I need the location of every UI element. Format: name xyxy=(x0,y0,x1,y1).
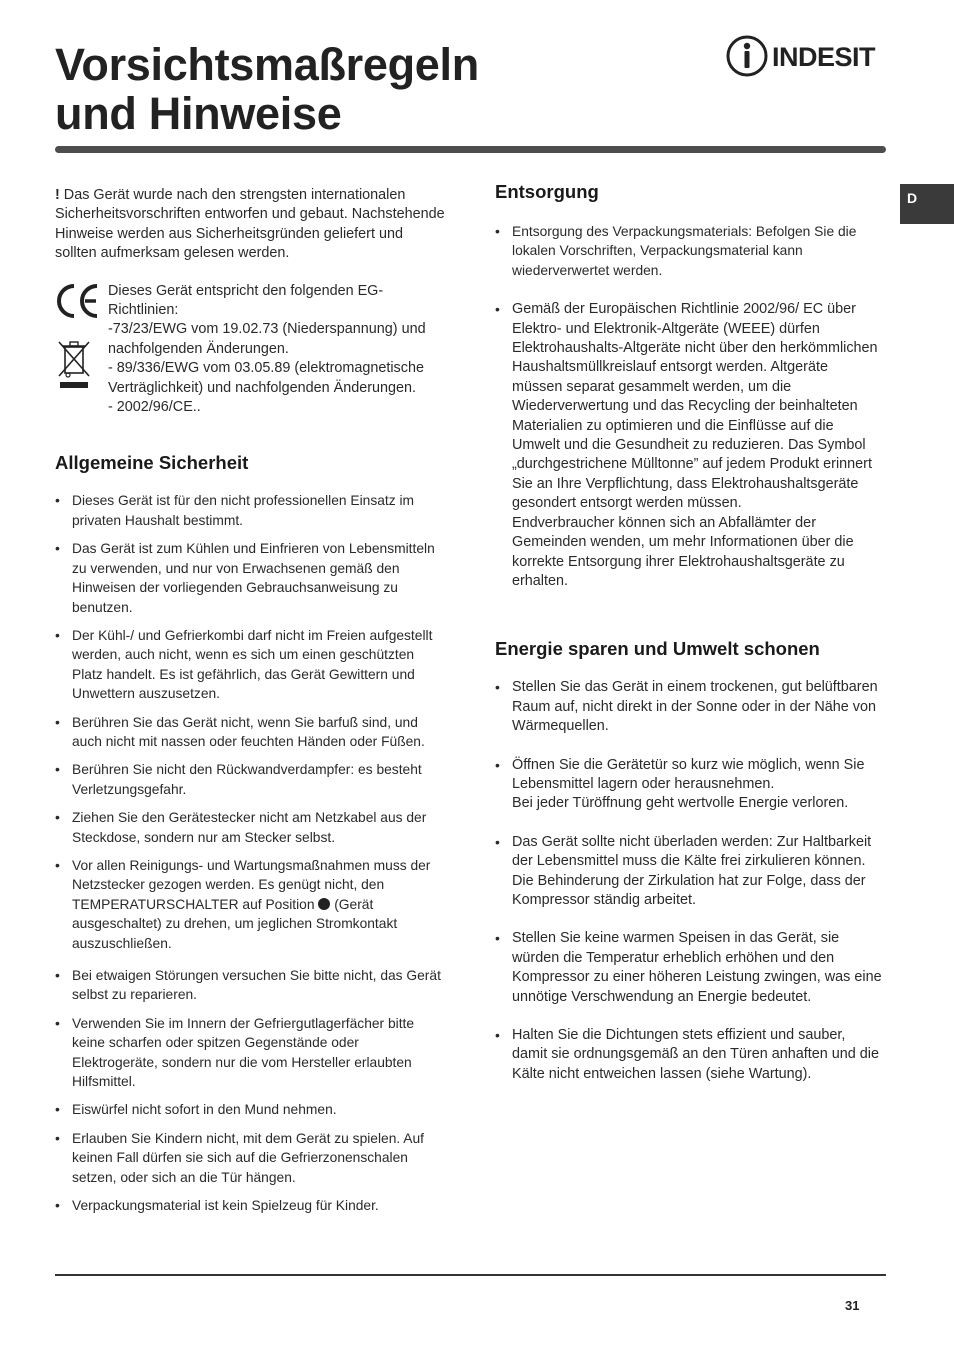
list-item: • Eiswürfel nicht sofort in den Mund nehmen. xyxy=(55,1100,447,1119)
warning-mark: ! xyxy=(55,187,60,203)
footer-divider xyxy=(55,1274,886,1276)
compliance-line-2: -73/23/EWG vom 19.02.73 (Niederspannung) und nachfolgenden Änderungen. xyxy=(108,321,426,357)
list-item: • Verpackungsmaterial ist kein Spielzeug für Kinder. xyxy=(55,1196,447,1215)
energy-list xyxy=(495,678,882,1084)
brand-logo xyxy=(726,34,886,78)
item7-text-after: (Gerät ausgeschaltet) zu drehen, um jeglichen Stromkontakt auszuschließen. xyxy=(72,896,398,951)
list-item xyxy=(495,756,882,814)
title-line-2: und Hinweise xyxy=(55,88,342,139)
list-item: • Stellen Sie das Gerät in einem trockenen, gut belüftbaren Raum auf, nicht direkt in der Sonne oder in der Nähe von Wärmequellen. xyxy=(495,678,882,736)
safety-list xyxy=(55,491,447,1215)
ce-mark-icon xyxy=(55,282,101,320)
disposal-item2-text-cont: Endverbraucher können sich an Abfallämter der Gemeinden wenden, um mehr Informationen über die korrekte Entsorgung ihrer Elektrohaushaltsgeräte zu erhalten. xyxy=(512,514,854,589)
compliance-line-4: - 2002/96/CE.. xyxy=(108,399,201,416)
language-tab: D xyxy=(900,184,954,224)
disposal-heading: Entsorgung xyxy=(495,181,599,202)
list-item: • Das Gerät ist zum Kühlen und Einfrieren von Lebensmitteln zu verwenden, und nur von Erwachsenen gemäß den Hinweisen der vorliegenden Gebrauchsanweisung zu benutzen. xyxy=(55,539,447,617)
list-item: • Erlauben Sie Kindern nicht, mit dem Gerät zu spielen. Auf keinen Fall dürfen sie sich auf die Gefrierzonenschalen setzen, oder sich an die Tür hängen. xyxy=(55,1129,447,1187)
title-line-1: Vorsichtsmaßregeln xyxy=(55,39,479,90)
disposal-item2-text: • Gemäß der Europäischen Richtlinie 2002/96/ EC über Elektro- und Elektronik-Altgeräte (WEEE) dürfen Elektrohaushalts-Altgeräte nicht über den herkömmlichen Haushaltsmüllkreislauf entsorgt werden. Altgeräte müssen separat gesammelt werden, um die Wiederverwertung und das Recycling der beinhalteten Materialien zu optimieren und die Einflüsse auf die Umwelt und die Gesundheit zu reduzieren. Das Symbol „durchgestrichene Mülltonne” auf jedem Produkt erinnert Sie an Ihre Verpflichtung, dass Elektrohaushaltsgeräte gesondert entsorgt werden müssen. xyxy=(512,301,878,512)
list-item: • Stellen Sie keine warmen Speisen in das Gerät, sie würden die Temperatur erheblich erhöhen und den Kompressor zu einer höheren Leistung zwingen, was eine unnötige Verschwendung an Energie bedeutet. xyxy=(495,929,882,1007)
disposal-list xyxy=(495,222,882,591)
list-item: • Der Kühl-/ und Gefrierkombi darf nicht im Freien aufgestellt werden, auch nicht, wenn es sich um einen geschützten Platz handelt. Es ist gefährlich, das Gerät Gewittern und Unwettern auszusetzen. xyxy=(55,626,447,704)
energy-item2-text-cont: Bei jeder Türöffnung geht wertvolle Energie verloren. xyxy=(512,795,849,812)
list-item xyxy=(55,856,447,953)
list-item: • Verwenden Sie im Innern der Gefriergutlagerfächer bitte keine scharfen oder spitzen Gegenstände oder Elektrogeräte, sondern nur die vom Hersteller erlaubten Hilfsmittel. xyxy=(55,1014,447,1092)
list-item xyxy=(495,300,882,591)
item7-text-before: Vor allen Reinigungs- und Wartungsmaßnahmen muss der Netzstecker gezogen werden. Es genügt nicht, den TEMPERATURSCHALTER auf Position xyxy=(72,857,431,912)
safety-heading: Allgemeine Sicherheit xyxy=(55,452,249,474)
filled-circle-icon xyxy=(318,898,330,910)
crossed-bin-icon xyxy=(57,338,91,390)
compliance-line-1: Dieses Gerät entspricht den folgenden EG-Richtlinien: xyxy=(108,282,384,319)
left-column xyxy=(55,186,447,1215)
energy-heading: Energie sparen und Umwelt schonen xyxy=(495,638,820,660)
compliance-line-3: - 89/336/EWG vom 03.05.89 (elektromagnetische Verträglichkeit) und nachfolgenden Änderungen. xyxy=(108,360,424,396)
list-item: • Berühren Sie das Gerät nicht, wenn Sie barfuß sind, und auch nicht mit nassen oder feuchten Händen oder Füßen. xyxy=(55,713,447,752)
brand-name: INDESIT xyxy=(772,42,876,72)
list-item: • Halten Sie die Dichtungen stets effizient und sauber, damit sie ordnungsgemäß an den Türen anhaften und die Kälte nicht entweichen lassen (siehe Wartung). xyxy=(495,1026,882,1084)
intro-paragraph xyxy=(55,186,447,264)
page-number: 31 xyxy=(845,1298,860,1313)
list-item: • Bei etwaigen Störungen versuchen Sie bitte nicht, das Gerät selbst zu reparieren. xyxy=(55,966,447,1005)
title-divider xyxy=(55,146,886,153)
indesit-logo-icon xyxy=(726,34,770,78)
list-item: • Das Gerät sollte nicht überladen werden: Zur Haltbarkeit der Lebensmittel muss die Kälte frei zirkulieren können. Die Behinderung der Zirkulation hat zur Folge, dass der Kompressor ständig arbeitet. xyxy=(495,833,882,911)
intro-text: Das Gerät wurde nach den strengsten internationalen Sicherheitsvorschriften entworfen und gebaut. Nachstehende Hinweise werden aus Sicherheitsgründen geliefert und sollten aufmerksam gelesen werden. xyxy=(55,187,445,262)
list-item: • Berühren Sie nicht den Rückwandverdampfer: es besteht Verletzungsgefahr. xyxy=(55,760,447,799)
list-item: • Entsorgung des Verpackungsmaterials: Befolgen Sie die lokalen Vorschriften, Verpackungsmaterial kann wiederverwertet werden. xyxy=(495,222,882,280)
energy-item2-text: • Öffnen Sie die Gerätetür so kurz wie möglich, wenn Sie Lebensmittel lagern oder herausnehmen. xyxy=(512,756,865,792)
page-title xyxy=(55,40,479,138)
right-column xyxy=(495,180,882,1084)
list-item: • Dieses Gerät ist für den nicht professionellen Einsatz im privaten Haushalt bestimmt. xyxy=(55,491,447,530)
compliance-block xyxy=(55,282,447,418)
list-item: • Ziehen Sie den Gerätestecker nicht am Netzkabel aus der Steckdose, sondern nur am Stecker selbst. xyxy=(55,808,447,847)
